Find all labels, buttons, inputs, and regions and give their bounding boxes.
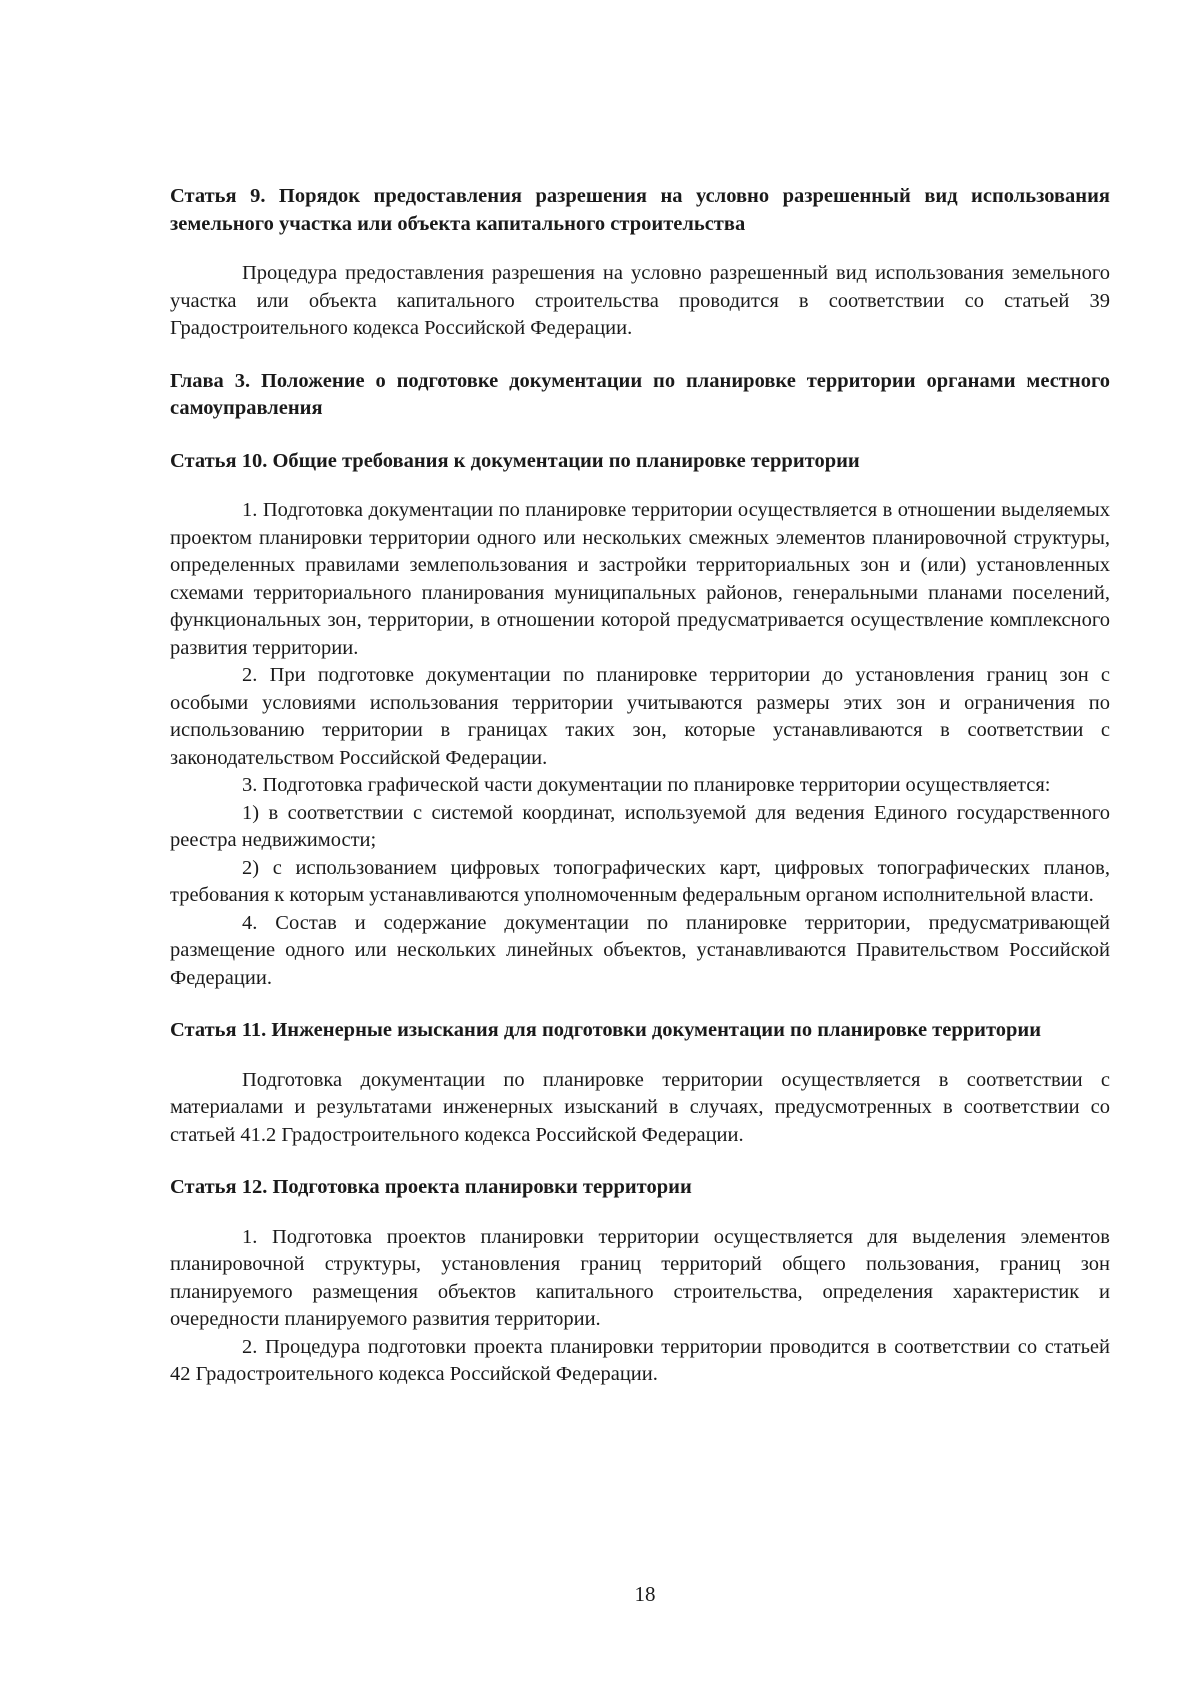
article-10-paragraph-1: 1. Подготовка документации по планировке территории осуществляется в отношении выделяемых проектом планировки территории одного или нескольких смежных элементов планировочной структуры, определенных правилами землепользования и застройки территориальных зон и (или) установленных схемами территориального планирования муниципальных районов, генеральными планами поселений, функциональных зон, территории, в отношении которой предусматривается осуществление комплексного развития территории. (170, 499, 1110, 659)
article-12-paragraph-2: 2. Процедура подготовки проекта планировки территории проводится в соответствии со статьей 42 Градостроительного кодекса Российской Федерации. (170, 1335, 1110, 1385)
article-10-item-2: 2) с использованием цифровых топографических карт, цифровых топографических планов, требования к которым устанавливаются уполномоченным федеральным органом исполнительной власти. (170, 856, 1110, 906)
article-9-paragraph: Процедура предоставления разрешения на условно разрешенный вид использования земельного участка или объекта капитального строительства проводится в соответствии со статьей 39 Градостроительного кодекса Российской Федерации. (170, 262, 1110, 339)
article-10-paragraph-2: 2. При подготовке документации по планировке территории до установления границ зон с особыми условиями использования территории учитываются размеры этих зон и ограничения по использованию территории в границах таких зон, которые устанавливаются в соответствии с законодательством Российской Федерации. (170, 664, 1110, 769)
article-10-paragraph-3: 3. Подготовка графической части документации по планировке территории осуществляется: (242, 774, 1051, 796)
document-page (170, 183, 1110, 1389)
article-9-heading: Статья 9. Порядок предоставления разрешения на условно разрешенный вид использования земельного участка или объекта капитального строительства (170, 185, 1110, 235)
article-11-paragraph: Подготовка документации по планировке территории осуществляется в соответствии с материалами и результатами инженерных изысканий в случаях, предусмотренных в соответствии со статьей 41.2 Градостроительного кодекса Российской Федерации. (170, 1068, 1110, 1146)
article-12-heading: Статья 12. Подготовка проекта планировки территории (170, 1176, 692, 1198)
article-10-item-1: 1) в соответствии с системой координат, используемой для ведения Единого государственного реестра недвижимости; (170, 801, 1110, 851)
chapter-3-heading: Глава 3. Положение о подготовке документации по планировке территории органами местного самоуправления (170, 369, 1110, 419)
page-number: 18 (634, 1582, 656, 1606)
article-10-heading: Статья 10. Общие требования к документации по планировке территории (170, 449, 860, 472)
article-12-paragraph-1: 1. Подготовка проектов планировки территории осуществляется для выделения элементов планировочной структуры, установления границ территорий общего пользования, границ зон планируемого размещения объектов капитального строительства, определения характеристик и очередности планируемого развития территории. (170, 1225, 1110, 1330)
article-11-heading: Статья 11. Инженерные изыскания для подготовки документации по планировке территории (170, 1019, 1042, 1041)
article-10-paragraph-4: 4. Состав и содержание документации по планировке территории, предусматривающей размещение одного или нескольких линейных объектов, устанавливаются Правительством Российской Федерации. (170, 911, 1110, 989)
